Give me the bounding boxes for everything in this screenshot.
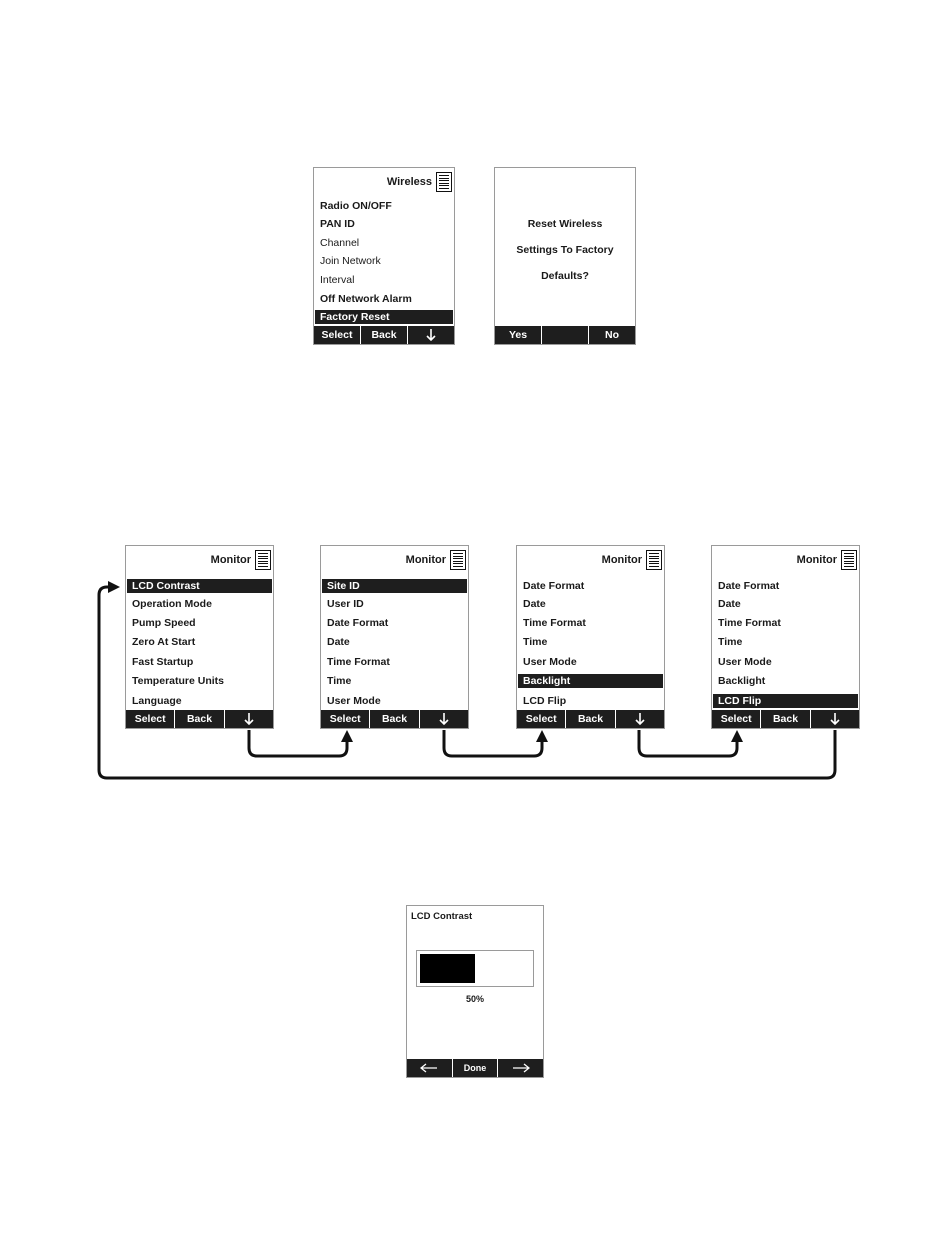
no-softkey[interactable]: No [588, 326, 635, 344]
menu-list-icon [646, 550, 662, 570]
menu-item-user-id[interactable]: User ID [327, 598, 364, 610]
monitor-header [797, 550, 857, 570]
menu-item-date[interactable]: Date [327, 636, 350, 648]
menu-item-channel[interactable]: Channel [320, 237, 360, 249]
menu-item-time[interactable]: Time [327, 675, 352, 687]
monitor-header [406, 550, 466, 570]
yes-softkey[interactable]: Yes [508, 329, 528, 341]
wireless-title: Wireless [386, 176, 432, 188]
monitor-title: Monitor [210, 554, 251, 566]
menu-item-backlight[interactable]: Backlight [518, 674, 663, 688]
menu-item-site-id[interactable]: Site ID [322, 579, 467, 593]
menu-item-interval[interactable]: Interval [320, 274, 355, 286]
menu-item-join-network[interactable]: Join Network [320, 255, 381, 267]
menu-item-lcd-contrast[interactable]: LCD Contrast [127, 579, 272, 593]
lcd-contrast-title: LCD Contrast [411, 911, 473, 922]
select-softkey[interactable]: Select [329, 713, 361, 725]
flow-arrow-1-to-2 [249, 730, 347, 756]
menu-list-icon [841, 550, 857, 570]
select-softkey[interactable]: Select [321, 329, 353, 341]
menu-item-zero-at-start[interactable]: Zero At Start [132, 636, 196, 648]
menu-item-user-mode[interactable]: User Mode [327, 695, 381, 707]
menu-item-time[interactable]: Time [718, 636, 743, 648]
select-softkey[interactable]: Select [525, 713, 557, 725]
menu-list-icon [450, 550, 466, 570]
reset-confirm-screen [494, 167, 636, 345]
contrast-value-label: 50% [465, 994, 484, 1004]
menu-item-lcd-flip[interactable]: LCD Flip [523, 695, 567, 707]
menu-item-date-format[interactable]: Date Format [718, 580, 780, 592]
reset-dialog-line-3: Defaults? [541, 270, 589, 282]
menu-item-off-network-alarm[interactable]: Off Network Alarm [320, 293, 412, 305]
monitor-softkeys [517, 710, 664, 728]
menu-item-time-format[interactable]: Time Format [718, 617, 781, 629]
left-softkey[interactable] [407, 1059, 452, 1077]
back-softkey[interactable]: Back [360, 326, 407, 344]
monitor-title: Monitor [405, 554, 446, 566]
reset-dialog-line-1: Reset Wireless [527, 218, 603, 230]
down-arrow-icon [244, 713, 254, 725]
down-arrow-icon [635, 713, 645, 725]
menu-item-date[interactable]: Date [718, 598, 741, 610]
menu-item-user-mode[interactable]: User Mode [523, 656, 577, 668]
menu-item-backlight[interactable]: Backlight [718, 675, 766, 687]
menu-item-language[interactable]: Language [132, 695, 182, 707]
flow-arrow-3-to-4 [639, 730, 737, 756]
down-softkey[interactable] [615, 710, 664, 728]
menu-item-date-format[interactable]: Date Format [327, 617, 389, 629]
down-softkey[interactable] [810, 710, 859, 728]
monitor-title: Monitor [601, 554, 642, 566]
back-softkey[interactable]: Back [174, 710, 223, 728]
menu-item-time-format[interactable]: Time Format [327, 656, 390, 668]
wireless-menu-screen [313, 167, 455, 345]
right-arrow-icon [512, 1063, 530, 1073]
lcd-contrast-softkeys [407, 1059, 543, 1077]
select-softkey[interactable]: Select [720, 713, 752, 725]
monitor-screen-2 [320, 545, 469, 729]
monitor-title: Monitor [796, 554, 837, 566]
monitor-screen-4 [711, 545, 860, 729]
monitor-softkeys [321, 710, 468, 728]
left-arrow-icon [420, 1063, 438, 1073]
monitor-header [211, 550, 271, 570]
menu-item-temperature-units[interactable]: Temperature Units [132, 675, 224, 687]
down-arrow-icon [426, 329, 436, 341]
select-softkey[interactable]: Select [134, 713, 166, 725]
wireless-softkeys [314, 326, 454, 344]
down-softkey[interactable] [419, 710, 468, 728]
down-arrow-icon [830, 713, 840, 725]
menu-item-pump-speed[interactable]: Pump Speed [132, 617, 196, 629]
menu-item-pan-id[interactable]: PAN ID [320, 218, 355, 230]
menu-item-factory-reset[interactable]: Factory Reset [315, 310, 453, 324]
contrast-bar-track[interactable] [416, 950, 534, 987]
menu-item-lcd-flip[interactable]: LCD Flip [713, 694, 858, 708]
back-softkey[interactable]: Back [760, 710, 809, 728]
menu-item-time-format[interactable]: Time Format [523, 617, 586, 629]
flow-arrow-2-to-3 [444, 730, 542, 756]
down-softkey[interactable] [224, 710, 273, 728]
menu-list-icon [255, 550, 271, 570]
monitor-header [602, 550, 662, 570]
menu-item-operation-mode[interactable]: Operation Mode [132, 598, 212, 610]
reset-dialog-line-2: Settings To Factory [516, 244, 614, 256]
monitor-screen-3 [516, 545, 665, 729]
monitor-softkeys [126, 710, 273, 728]
menu-item-time[interactable]: Time [523, 636, 548, 648]
blank-softkey[interactable] [541, 326, 588, 344]
menu-item-fast-startup[interactable]: Fast Startup [132, 656, 194, 668]
right-softkey[interactable] [497, 1059, 543, 1077]
wireless-header [387, 172, 452, 192]
menu-item-date-format[interactable]: Date Format [523, 580, 585, 592]
reset-dialog-softkeys [495, 326, 635, 344]
menu-item-radio-on-off[interactable]: Radio ON/OFF [320, 200, 392, 212]
monitor-screen-1 [125, 545, 274, 729]
back-softkey[interactable]: Back [369, 710, 418, 728]
down-softkey[interactable] [407, 326, 454, 344]
down-arrow-icon [439, 713, 449, 725]
contrast-bar-fill [420, 954, 475, 983]
back-softkey[interactable]: Back [565, 710, 614, 728]
lcd-contrast-screen [406, 905, 544, 1078]
menu-item-user-mode[interactable]: User Mode [718, 656, 772, 668]
done-softkey[interactable]: Done [452, 1059, 498, 1077]
menu-list-icon [436, 172, 452, 192]
monitor-softkeys [712, 710, 859, 728]
menu-item-date[interactable]: Date [523, 598, 546, 610]
